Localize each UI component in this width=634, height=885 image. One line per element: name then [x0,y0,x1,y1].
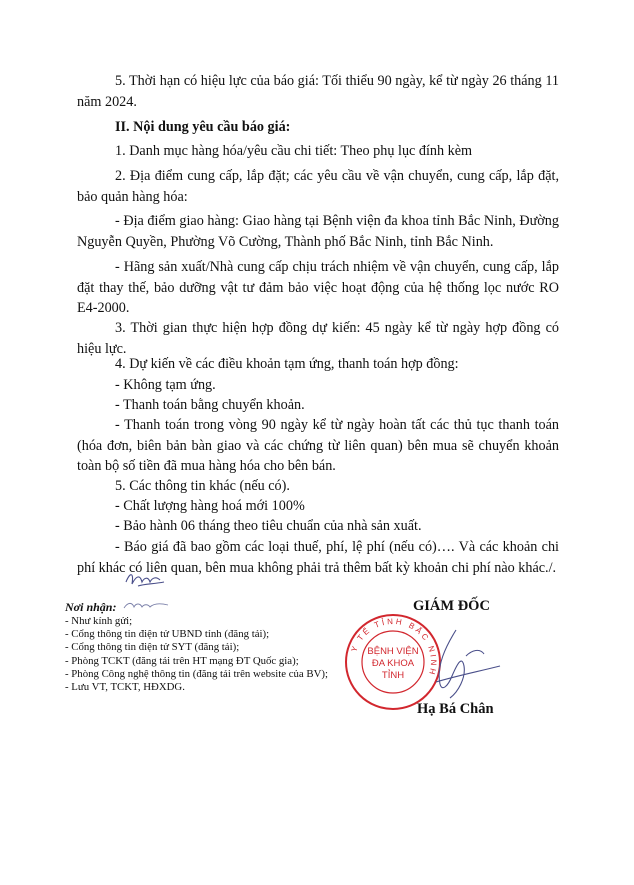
s2-item2-b: - Hãng sản xuất/Nhà cung cấp chịu trách nhiệm về vận chuyển, cung cấp, lắp đặt thay thế, bảo dưỡng vật tư đảm bảo việc hoạt động của hệ thống lọc nước RO E4-2000. [77,259,559,316]
recipient-item: - Cổng thông tin điện tử UBND tỉnh (đăng tải); [65,628,270,641]
s2-item5: 5. Các thông tin khác (nếu có). [115,478,290,494]
s2-item5-b: - Bảo hành 06 tháng theo tiêu chuẩn của nhà sản xuất. [115,518,422,534]
director-title: GIÁM ĐỐC [413,598,490,614]
seal-ring-text: Y TẾ TỈNH BẮC NINH [349,616,439,678]
recipient-item: - Lưu VT, TCKT, HĐXDG. [65,681,185,694]
s2-item3: 3. Thời gian thực hiện hợp đồng dự kiến: 45 ngày kể từ ngày hợp đồng có hiệu lực. [77,320,559,357]
section2-heading: II. Nội dung yêu cầu báo giá: [115,119,291,135]
recipients-list [65,615,328,694]
recipient-item: - Phòng TCKT (đăng tải trên HT mạng ĐT Quốc gia); [65,654,299,667]
recipient-item: - Cổng thông tin điện tử SYT (đăng tải); [65,641,240,654]
director-signature [396,626,506,706]
s2-item4-b: - Thanh toán bằng chuyển khoản. [115,397,305,413]
recipient-item: - Phòng Công nghệ thông tin (đăng tải trên website của BV); [65,667,328,680]
s2-item1: 1. Danh mục hàng hóa/yêu cầu chi tiết: Theo phụ lục đính kèm [115,143,473,159]
seal-line3: TỈNH [381,670,405,681]
s2-item4-c: - Thanh toán trong vòng 90 ngày kể từ ngày hoàn tất các thủ tục thanh toán (hóa đơn, biên bản bàn giao và các chứng từ liên quan) bên mua sẽ chuyển khoản toàn bộ số tiền đã mua hàng hóa cho bên bán. [77,417,559,474]
s2-item5-a: - Chất lượng hàng hoá mới 100% [115,498,305,514]
s2-item2: 2. Địa điểm cung cấp, lắp đặt; các yêu cầu về vận chuyển, cung cấp, lắp đặt, bảo quản hàng hóa: [77,168,559,205]
s2-item2-a: - Địa điểm giao hàng: Giao hàng tại Bệnh viện đa khoa tỉnh Bắc Ninh, Đường Nguyễn Quyền, Phường Võ Cường, Thành phố Bắc Ninh, tỉnh Bắc Ninh. [77,213,559,250]
seal-line2: ĐA KHOA [371,658,415,669]
seal-line1: BỆNH VIỆN [367,646,419,657]
director-name: Hạ Bá Chân [417,701,494,717]
recipients-initial [122,598,170,612]
item5-validity: 5. Thời hạn có hiệu lực của báo giá: Tối thiểu 90 ngày, kể từ ngày 26 tháng 11 năm 2024. [77,73,559,110]
s2-item4: 4. Dự kiến về các điều khoản tạm ứng, thanh toán hợp đồng: [115,356,459,372]
s2-item5-c: - Báo giá đã bao gồm các loại thuế, phí, lệ phí (nếu có)…. Và các khoản chi phí khác có liên quan, bên mua không phải trả thêm bất kỳ khoản chi phí nào khác./. [77,539,559,576]
initial-signature [124,568,166,590]
recipients-title: Nơi nhận: [65,600,117,614]
recipient-item: - Như kính gửi; [65,615,133,627]
s2-item4-a: - Không tạm ứng. [115,377,216,393]
